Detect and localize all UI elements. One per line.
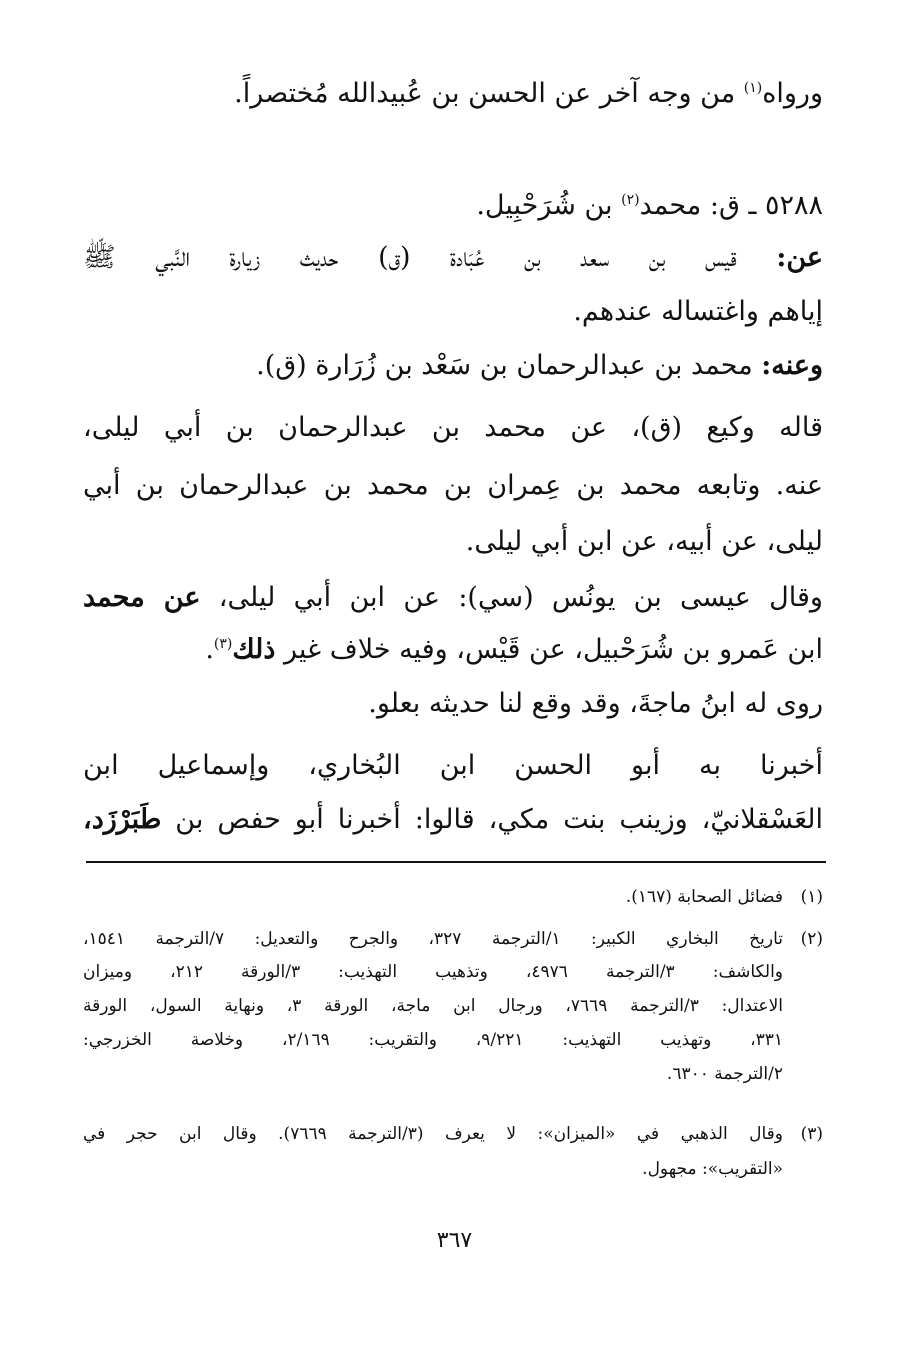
para2-line1 [83, 578, 823, 618]
para1-line1: قاله وكيع (ق)، عن محمد بن عبدالرحمان بن أبي ليلى، [83, 412, 823, 443]
text: ورواه [762, 78, 823, 109]
an-continuation: إياهم واغتساله عندهم. [573, 296, 823, 327]
para4-line1: أخبرنا به أبو الحسن ابن البُخاري، وإسماعيل ابن [83, 750, 823, 781]
an-label: عن: [776, 242, 823, 273]
text: من وجه آخر عن الحسن بن عُبيدالله مُختصراً. [234, 78, 744, 109]
text: . [205, 634, 214, 665]
footnote-number: (٣) [800, 1124, 823, 1144]
bold-text: طَبَرْزَد، [83, 804, 162, 835]
footnote-2-line: الاعتدال: ٣/الترجمة ٧٦٦٩، ورجال ابن ماجة، الورقة ٣، ونهاية السول، الورقة [83, 996, 783, 1016]
footnote-2-line: تاريخ البخاري الكبير: ١/الترجمة ٣٢٧، والجرح والتعديل: ٧/الترجمة ١٥٤١، [83, 929, 783, 949]
para3-line1: روى له ابنُ ماجةَ، وقد وقع لنا حديثه بعلو. [368, 688, 823, 719]
entry-number-name: ٥٢٨٨ ـ ق: محمد [639, 190, 823, 221]
footnote-number: (٢) [800, 929, 823, 949]
footnote-1 [83, 883, 823, 912]
para1-line3: ليلى، عن أبيه، عن ابن أبي ليلى. [465, 526, 823, 557]
para1-line2: عنه. وتابعه محمد بن عِمران بن محمد بن عبدالرحمان بن أبي [83, 470, 823, 501]
footnote-2-line: ٣٣١، وتهذيب التهذيب: ٩/٢٢١، والتقريب: ٢/١٦٩، وخلاصة الخزرجي: [83, 1030, 784, 1050]
para2-line2 [83, 630, 823, 670]
footnote-number: (١) [800, 887, 823, 907]
footnote-ref-2: (٢) [621, 192, 640, 208]
footnote-2-line: والكاشف: ٣/الترجمة ٤٩٧٦، وتذهيب التهذيب: ٣/الورقة ٢١٢، وميزان [83, 962, 783, 982]
footnote-text: فضائل الصحابة (١٦٧). [625, 887, 783, 907]
anhu-label: وعنه: [761, 350, 823, 381]
text-line-1 [83, 74, 823, 114]
anhu-line [83, 346, 823, 386]
text: العَسْقلانيّ، وزينب بنت مكي، قالوا: أخبرنا أبو حفص بن [161, 804, 823, 835]
footnote-3-line: وقال الذهبي في «الميزان»: لا يعرف (٣/الترجمة ٧٦٦٩). وقال ابن حجر في [83, 1124, 784, 1144]
an-line [83, 238, 823, 278]
footnote-ref-3: (٣) [213, 636, 233, 652]
entry-name-rest: بن شُرَحْبِيل. [476, 190, 622, 221]
text: ابن عَمرو بن شُرَحْبيل، عن قَيْس، وفيه خلاف غير [275, 634, 823, 665]
para4-line2 [83, 800, 823, 840]
footnote-divider [86, 861, 826, 863]
page-number: ٣٦٧ [436, 1228, 473, 1253]
an-text: قيس بن سعد بن عُبَادة (ق) حديث زيارة النَّبي ﷺ [83, 242, 777, 273]
anhu-text: محمد بن عبدالرحمان بن سَعْد بن زُرَارة (ق). [256, 350, 762, 381]
footnote-ref-1: (١) [743, 80, 763, 96]
text: وقال عيسى بن يونُس (سي): عن ابن أبي ليلى، [200, 582, 823, 613]
entry-heading [83, 186, 823, 226]
bold-text: ذلك [232, 634, 276, 665]
bold-text: عن محمد [83, 582, 201, 613]
footnote-2-line: ٢/الترجمة ٦٣٠٠. [666, 1064, 783, 1084]
footnote-3-line: «التقريب»: مجهول. [642, 1159, 783, 1179]
